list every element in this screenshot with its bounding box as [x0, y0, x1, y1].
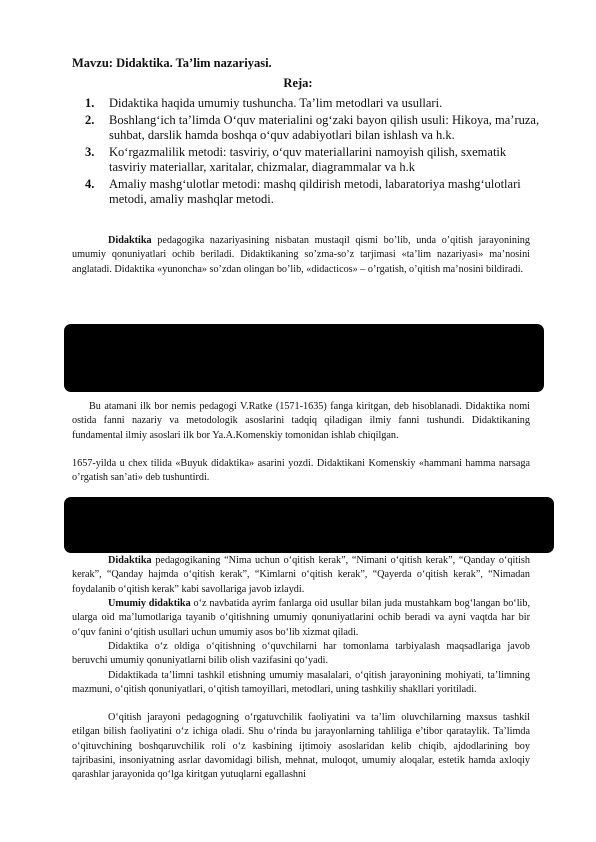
- history-paragraph: [72, 400, 530, 443]
- body-text-4: Didaktikada ta’limni tashkil etishning umumiy masalalari, o‘qitish jarayonining mohiyati, ta’limning mazmuni, o‘qitish qonuniyatlari, o‘qitish tamoyillari, metodlari, uning tashkiliy shakllari yoritiladi.: [72, 670, 530, 696]
- history-text-1: Bu atamani ilk bor nemis pedagogi V.Ratke (1571-1635) fanga kiritgan, deb hisoblanadi. Didaktika nomi ostida fanni nazariy va metodologik asoslarini tadqiq qiladigan ilmiy fanni tushundi. Didaktikaning fundamental ilmiy asoslari ilk bor Ya.A.Komenskiy tomonidan ishlab chiqilgan.: [72, 401, 530, 441]
- plan-item-number: 4.: [85, 176, 95, 191]
- body-paragraph: [72, 711, 530, 782]
- body-paragraph: [72, 554, 530, 597]
- body-text-2: o‘z navbatida ayrim fanlarga oid usullar bilan juda mustahkam bog‘langan bo‘lib, ularga oid ma’lumotlariga tayanib o‘qitishning umumiy qonuniyatlarini ochib beradi va ayni vaqtda har bir o‘quv fanini o‘qitish usullari uchun umumiy asos bo‘lib xizmat qiladi.: [72, 598, 531, 638]
- body-paragraph: [72, 597, 530, 640]
- plan-item: [82, 177, 542, 208]
- plan-item-text: Ko‘rgazmalilik metodi: tasviriy, o‘quv materiallarini namoyish qilish, sxematik tasviriy materiallar, xaritalar, chizmalar, diagrammalar va h.k: [109, 144, 507, 174]
- plan-label: Reja:: [283, 76, 313, 90]
- redacted-block: [64, 497, 554, 553]
- plan-list: [82, 96, 542, 209]
- body-term-1: Didaktika: [108, 555, 152, 566]
- body-term-2: Umumiy didaktika: [108, 598, 191, 609]
- intro-term: Didaktika: [108, 235, 152, 246]
- page-title: Mavzu: Didaktika. Ta’lim nazariyasi.: [72, 56, 272, 70]
- plan-item-number: 2.: [85, 112, 95, 127]
- plan-item: [82, 96, 542, 112]
- plan-item: [82, 113, 542, 144]
- body-paragraph: [72, 669, 530, 698]
- intro-text: pedagogika nazariyasining nisbatan mustaqil qismi bo’lib, unda o’qitish jarayonining umumiy qonuniyatlari ochib beriladi. Didaktikaning so’zma-so’z tarjimasi «ta’lim nazariyasi» ma’nosini anglatadi. Didaktika «yunoncha» so’zdan olingan bo’lib, «didacticos» – o’rgatish, o’qitish ma’nosini bildiradi.: [72, 235, 530, 275]
- plan-item-number: 1.: [85, 96, 95, 110]
- intro-paragraph: [72, 234, 530, 277]
- body-text-3: Didaktika o‘z oldiga o‘qitishning o‘quvchilarni har tomonlama tarbiyalash maqsadlariga javob beruvchi umumiy qonuniyatlarni bilib olish vazifasini qo‘yadi.: [72, 641, 530, 667]
- plan-item-text: Boshlang‘ich ta’limda O‘quv materialini og‘zaki bayon qilish usuli: Hikoya, ma’ruza, suhbat, darslik hamda boshqa o‘quv adabiyotlari bilan ishlash va h.k.: [109, 112, 540, 142]
- body-paragraph: [72, 640, 530, 669]
- plan-item-number: 3.: [85, 144, 95, 159]
- redacted-block: [64, 324, 544, 392]
- plan-item-text: Didaktika haqida umumiy tushuncha. Ta’lim metodlari va usullari.: [109, 96, 443, 110]
- plan-item: [82, 145, 542, 176]
- history-text-2: 1657-yilda u chex tilida «Buyuk didaktika» asarini yozdi. Didaktikani Komenskiy «hammani hamma narsaga o’rgatish san’ati» deb tushuntirdi.: [72, 458, 530, 484]
- plan-item-text: Amaliy mashg‘ulotlar metodi: mashq qildirish metodi, labaratoriya mashg‘ulotlari metodi, amaliy mashqlar metodi.: [109, 176, 521, 206]
- body-text-1: pedagogikaning “Nima uchun o‘qitish kerak”, “Nimani o‘qitish kerak”, “Qanday o‘qitish kerak”, “Qanday hajmda o‘qitish kerak”, “Kimlarni o‘qitish kerak”, “Qayerda o‘qitish kerak”, “Nimadan foydalanib o‘qitish kerak” kabi savollariga javob izlaydi.: [72, 555, 530, 595]
- history-paragraph-2: [72, 457, 530, 486]
- body-text-5: O‘qitish jarayoni pedagogning o‘rgatuvchilik faoliyatini va ta’lim oluvchilarning maxsus tashkil etilgan bilish faoliyatini o‘z ichiga oladi. Shu o‘rinda bu jarayonlarning tahliliga e’tibor qarataylik. Ta’limda o‘qituvchining boshqaruvchilik roli o‘z kasbining ijtimoiy asoslaridan kelib chiqib, ajdodlarining boy tajribasini, insoniyatning asrlar davomidagi bilish, mehnat, muloqot, umumiy aloqalar, estetik hamda axloqiy qarashlar jarayonida qo‘lga kiritgan yutuqlarni egallashni: [72, 712, 530, 781]
